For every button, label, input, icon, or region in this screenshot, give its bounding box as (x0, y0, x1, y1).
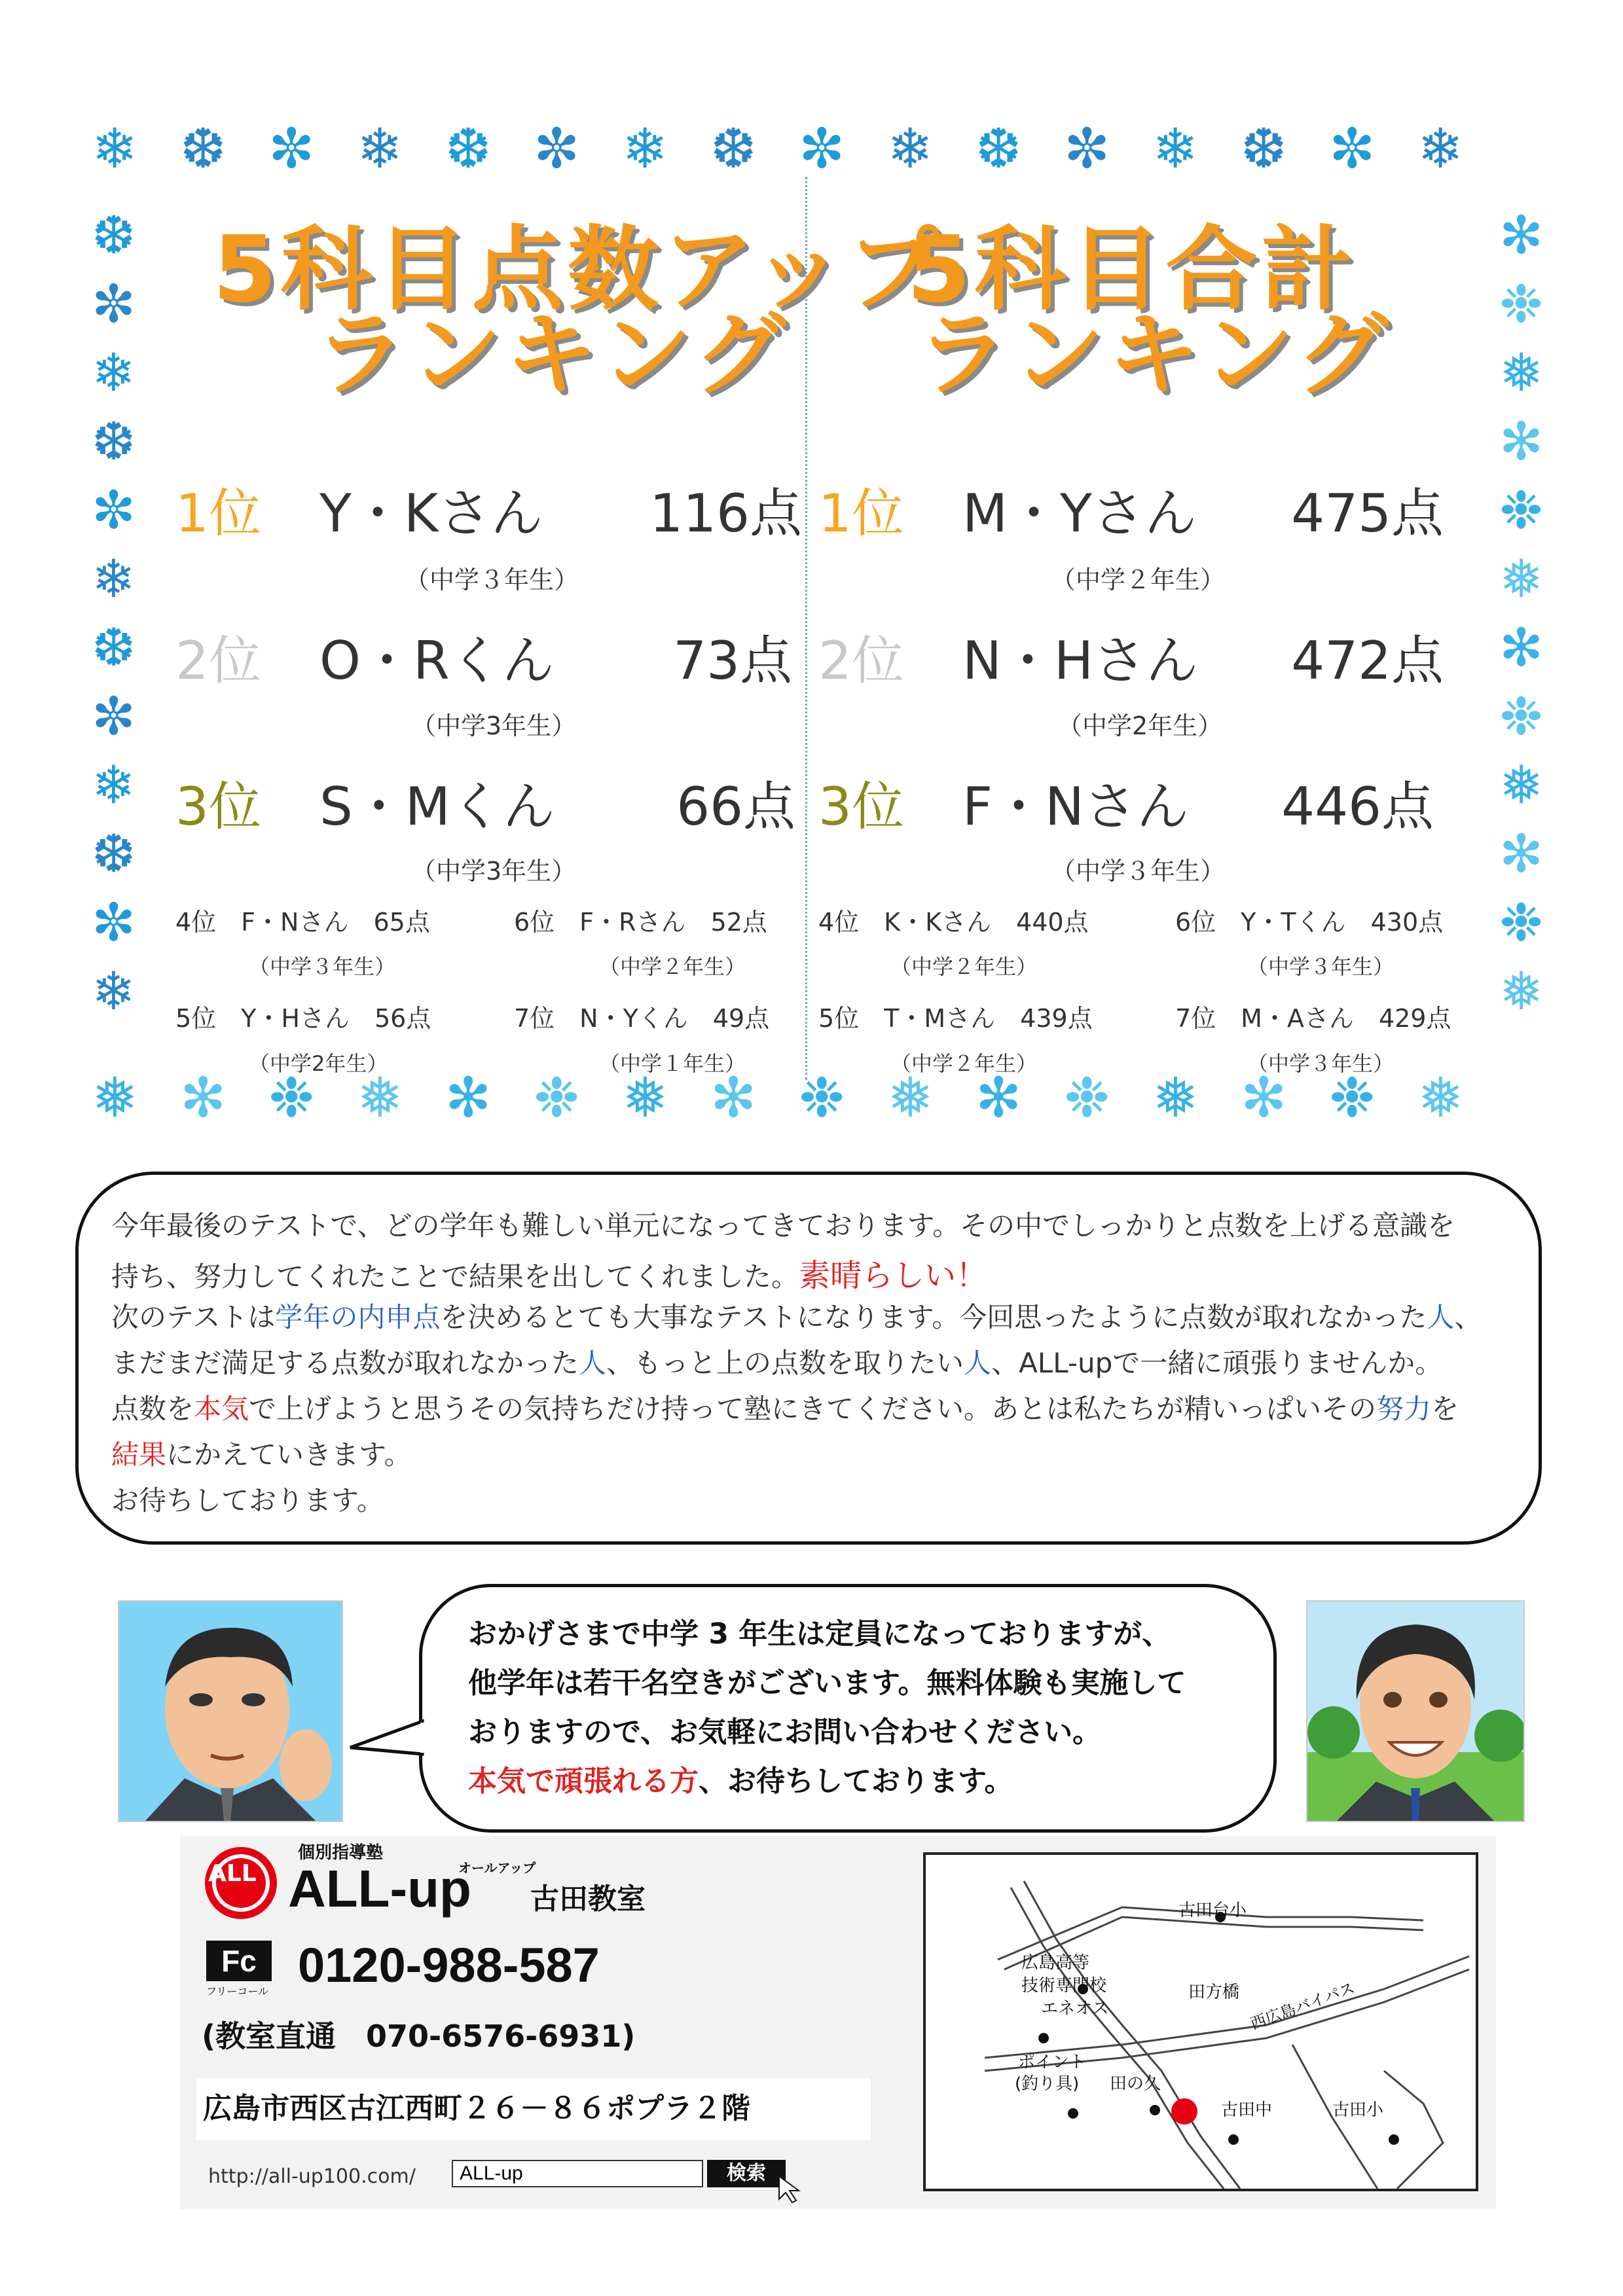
map-label-fishing: (釣り具) (1015, 2074, 1080, 2094)
right-rank3-name: F・Nさん (962, 776, 1189, 837)
snowflake-icon: ✼ (268, 117, 315, 181)
snowflake-icon: ❄ (92, 961, 136, 1022)
map-label-eneos: エネオス (1041, 1999, 1109, 2018)
right-rank2-grade: （中学2年生） (1057, 711, 1223, 740)
snowflake-icon: ❅ (1152, 1066, 1199, 1130)
right-rank2-name: N・Hさん (962, 630, 1198, 691)
bubble-line1: おかげさまで中学 3 年生は定員になっておりますが、 (468, 1617, 1171, 1651)
tagline: 個別指導塾 (298, 1843, 384, 1863)
left-rank6-grade: （中学２年生） (599, 954, 746, 979)
snowflake-icon: ❅ (1417, 1066, 1464, 1130)
snowflake-icon: ❆ (180, 117, 227, 181)
left-title-line1: 5科目点数アップ (213, 217, 943, 323)
left-rank4-grade: （中学３年生） (249, 954, 396, 979)
snowflake-icon: ❆ (92, 823, 136, 884)
phone-number: 0120-988-587 (298, 1938, 600, 1992)
message-line7: お待ちしております。 (111, 1484, 384, 1516)
right-rank5: 5位 T・Mさん 439点 (818, 1004, 1093, 1033)
address: 広島市西区古江西町２６－８６ポプラ２階 (203, 2092, 750, 2125)
snowflake-icon: ✻ (1241, 1066, 1287, 1130)
website-url[interactable]: http://all-up100.com/ (208, 2165, 416, 2188)
left-rank3-grade: （中学3年生） (411, 857, 577, 886)
right-rank1-name: M・Yさん (962, 483, 1197, 544)
message-line2: 持ち、努力してくれたことで結果を出してくれました。素晴らしい！ (111, 1257, 988, 1294)
svg-text:Fc: Fc (221, 1944, 257, 1978)
message-line6: 結果にかえていきます。 (111, 1439, 412, 1471)
snowflake-icon: ❅ (1499, 548, 1544, 609)
brand-ruby: オールアップ (458, 1860, 536, 1876)
snowflake-icon: ❉ (1499, 480, 1544, 541)
snowflake-icon: ❉ (799, 1066, 845, 1130)
speech-bubble (419, 1584, 1277, 1833)
right-rank3-label: 3位 (818, 776, 904, 837)
left-rank2-score: 73点 (673, 630, 792, 691)
left-rank1-name: Y・Kさん (319, 483, 543, 544)
logo-text: ALL (208, 1860, 257, 1887)
snowflake-icon: ✻ (710, 1066, 757, 1130)
snowflake-icon: ❆ (445, 117, 492, 181)
bubble-line3: おりますので、お気軽にお問い合わせください。 (468, 1715, 1102, 1749)
snowflake-icon: ❄ (887, 117, 934, 181)
left-rank3-name: S・Mくん (319, 776, 555, 837)
snowflake-icon: ❄ (622, 117, 668, 181)
right-rank7-grade: （中学３年生） (1247, 1051, 1395, 1076)
message-line3: 次のテストは学年の内申点を決めるとても大事なテストになります。今回思ったように点数が取れなかった人、 (111, 1301, 1482, 1333)
snowflake-icon: ✼ (92, 480, 136, 541)
bubble-tail (347, 1715, 426, 1767)
direct-phone: (教室直通 070-6576-6931) (202, 2018, 636, 2054)
right-rank5-grade: （中学２年生） (890, 1051, 1038, 1076)
school-name: 古田教室 (530, 1882, 646, 1916)
left-rank1-score: 116点 (649, 483, 802, 544)
left-rank4: 4位 F・Nさん 65点 (175, 908, 430, 937)
right-rank2-score: 472点 (1291, 630, 1444, 691)
search-input[interactable] (452, 2160, 703, 2187)
left-rank5: 5位 Y・Hさん 56点 (175, 1004, 431, 1033)
snowflake-icon: ✻ (180, 1066, 227, 1130)
snowflake-icon: ❉ (1064, 1066, 1110, 1130)
message-line1: 今年最後のテストで、どの学年も難しい単元になってきております。その中でしっかりと点数を上げる意識を (111, 1210, 1455, 1242)
cursor-icon (776, 2173, 809, 2206)
left-title-line2: ランキング (314, 302, 790, 408)
map-label-school2: 技術専門校 (1021, 1976, 1107, 1996)
snowflake-icon: ❉ (534, 1066, 580, 1130)
right-rank4-grade: （中学２年生） (890, 954, 1038, 979)
left-rank1-label: 1位 (175, 483, 261, 544)
snowflake-icon: ✼ (1329, 117, 1376, 181)
snowflake-icon: ✼ (92, 274, 136, 334)
left-rank7: 7位 N・Yくん 49点 (514, 1004, 770, 1033)
left-rank6: 6位 F・Rさん 52点 (514, 908, 767, 937)
map-label-takatabashi: 田方橋 (1188, 1982, 1240, 2002)
right-rank3-score: 446点 (1281, 776, 1434, 837)
message-line4: まだまだ満足する点数が取れなかった人、もっと上の点数を取りたい人、ALL-upで一緒に頑張りませんか。 (111, 1347, 1443, 1379)
snowflake-icon: ❆ (710, 117, 757, 181)
snowflake-icon: ❆ (976, 117, 1022, 181)
right-rank6-grade: （中学３年生） (1247, 954, 1395, 979)
snowflake-icon: ✼ (1064, 117, 1110, 181)
right-rank4: 4位 K・Kさん 440点 (818, 908, 1089, 937)
snowflake-icon: ❅ (622, 1066, 668, 1130)
right-rank1-grade: （中学２年生） (1051, 565, 1226, 594)
map-label-furutachu: 古田中 (1221, 2100, 1273, 2120)
snowflake-icon: ✼ (799, 117, 845, 181)
teacher-portrait-left (118, 1600, 343, 1822)
snowflake-icon: ❆ (1241, 117, 1287, 181)
map-label-tanoku: 田の久 (1110, 2074, 1161, 2094)
snowflake-icon: ❄ (92, 548, 136, 609)
right-rank1-label: 1位 (818, 483, 904, 544)
snowflake-icon: ✼ (92, 892, 136, 953)
right-rank6: 6位 Y・Tくん 430点 (1175, 908, 1444, 937)
bubble-line2: 他学年は若干名空きがございます。無料体験も実施して (468, 1666, 1186, 1700)
snowflake-icon: ❅ (357, 1066, 403, 1130)
left-rank5-grade: （中学2年生） (249, 1051, 388, 1076)
snowflake-icon: ❆ (92, 205, 136, 266)
snowflake-icon: ❄ (92, 117, 138, 181)
message-line5: 点数を本気で上げようと思うその気持ちだけ持って塾にきてください。あとは私たちが精いっぱいその努力を (111, 1393, 1459, 1425)
freecall-label: フリーコール (206, 1985, 269, 1998)
right-rank2-label: 2位 (818, 630, 904, 691)
snowflake-icon: ❄ (92, 342, 136, 403)
snowflake-icon: ✻ (1499, 617, 1544, 678)
snowflake-icon: ✻ (1499, 823, 1544, 884)
right-rank3-grade: （中学３年生） (1051, 857, 1226, 886)
left-rank1-grade: （中学３年生） (405, 565, 579, 594)
snowflake-icon: ✻ (445, 1066, 492, 1130)
map-label-point: ポイント (1018, 2053, 1087, 2072)
snowflake-icon: ✻ (1499, 411, 1544, 472)
snowflake-icon: ❄ (1152, 117, 1199, 181)
right-title-line2: ランキング (917, 302, 1392, 408)
snowflake-icon: ❅ (1499, 755, 1544, 816)
snowflake-icon: ❉ (268, 1066, 315, 1130)
left-rank2-name: O・Rくん (319, 630, 555, 691)
message-box (75, 1172, 1542, 1545)
snowflake-icon: ❉ (1499, 686, 1544, 747)
teacher-portrait-right (1306, 1600, 1525, 1822)
snowflake-icon: ❄ (92, 755, 136, 816)
snowflake-icon: ❉ (1499, 892, 1544, 953)
snowflake-icon: ❉ (1499, 274, 1544, 334)
brand-name: ALL-up (288, 1859, 471, 1918)
left-rank2-grade: （中学3年生） (411, 711, 577, 740)
search-button[interactable]: 検索 (707, 2160, 786, 2187)
snowflake-icon: ❅ (1499, 342, 1544, 403)
snowflake-icon: ✻ (1499, 205, 1544, 266)
snowflake-icon: ❅ (887, 1066, 934, 1130)
snowflake-icon: ❄ (357, 117, 403, 181)
map-label-furutasho: 古田小 (1332, 2100, 1384, 2120)
snowflake-icon: ❆ (92, 411, 136, 472)
left-rank7-grade: （中学１年生） (599, 1051, 746, 1076)
left-rank3-label: 3位 (175, 776, 261, 837)
bubble-line4: 本気で頑張れる方、お待ちしております。 (468, 1765, 1013, 1798)
snowflake-icon: ❅ (1499, 961, 1544, 1022)
map-label-furutadai: 古田台小 (1178, 1901, 1247, 1920)
snowflake-icon: ❅ (92, 1066, 138, 1130)
left-rank3-score: 66点 (676, 776, 795, 837)
right-rank7: 7位 M・Aさん 429点 (1175, 1004, 1451, 1033)
right-title-line1: 5科目合計 (907, 217, 1357, 323)
map-label-school1: 広島高等 (1021, 1953, 1090, 1973)
snowflake-icon: ❉ (1329, 1066, 1376, 1130)
snowflake-icon: ✼ (534, 117, 580, 181)
snowflake-icon: ✻ (976, 1066, 1022, 1130)
left-rank2-label: 2位 (175, 630, 261, 691)
snowflake-icon: ❄ (1417, 117, 1464, 181)
map-label-bypass: 西広島バイパス (1248, 1979, 1358, 2034)
right-rank1-score: 475点 (1291, 483, 1444, 544)
snowflake-icon: ✼ (92, 686, 136, 747)
snowflake-icon: ❆ (92, 617, 136, 678)
